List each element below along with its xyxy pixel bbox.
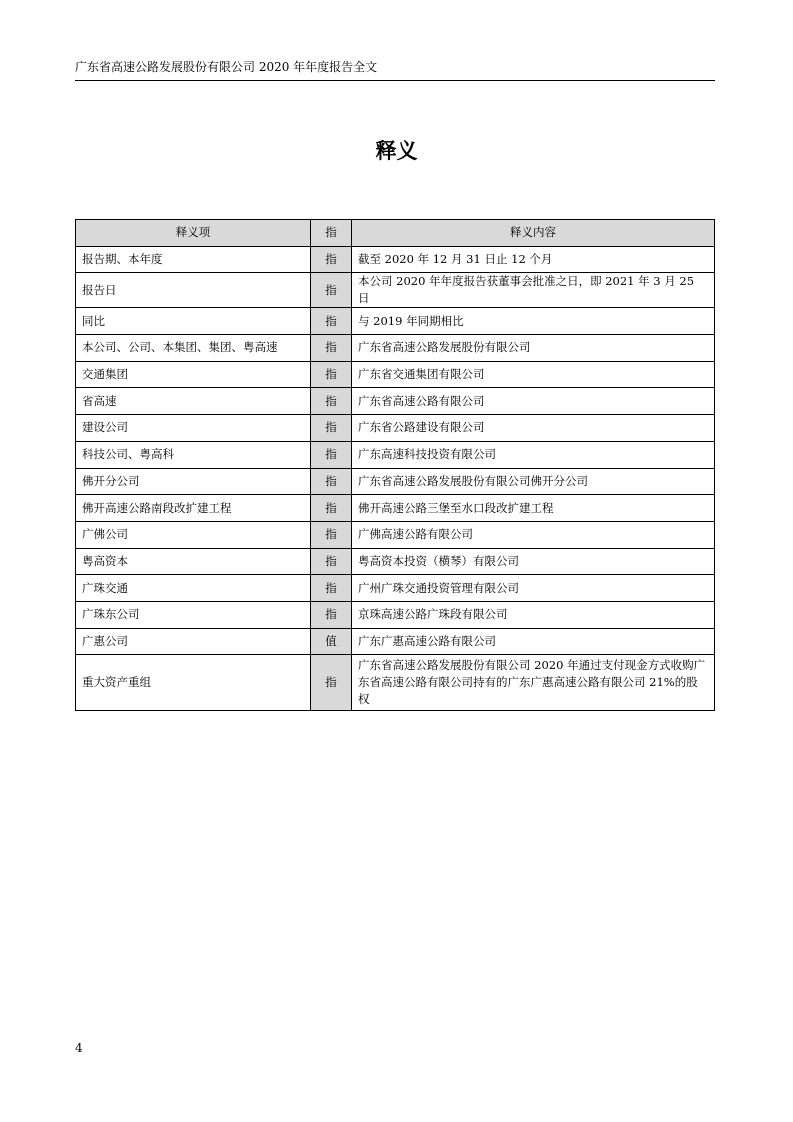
definition-cell: 与 2019 年同期相比 [352,308,715,335]
running-header: 广东省高速公路发展股份有限公司 2020 年年度报告全文 [75,60,378,74]
ref-cell: 指 [311,388,352,415]
table-body [76,246,715,711]
term-cell: 广珠东公司 [76,601,311,628]
table-row [76,655,715,711]
ref-cell: 指 [311,308,352,335]
header-term: 释义项 [76,220,311,247]
definition-cell: 广东省高速公路发展股份有限公司 2020 年通过支付现金方式收购广东省高速公路有限公司持有的广东广惠高速公路有限公司 21%的股权 [352,655,715,711]
table-row [76,308,715,335]
definition-cell: 广东高速科技投资有限公司 [352,441,715,468]
table-row [76,601,715,628]
table-header-row [76,220,715,247]
term-cell: 重大资产重组 [76,655,311,711]
ref-cell: 指 [311,273,352,308]
term-cell: 科技公司、粤高科 [76,441,311,468]
definition-cell: 广东广惠高速公路有限公司 [352,628,715,655]
table-row [76,495,715,522]
definition-cell: 本公司 2020 年年度报告获董事会批准之日，即 2021 年 3 月 25 日 [352,273,715,308]
definition-cell: 广东省公路建设有限公司 [352,415,715,442]
ref-cell: 指 [311,361,352,388]
table-row [76,441,715,468]
term-cell: 广珠交通 [76,575,311,602]
ref-cell: 指 [311,655,352,711]
term-cell: 广惠公司 [76,628,311,655]
ref-cell: 指 [311,335,352,362]
definition-cell: 广佛高速公路有限公司 [352,521,715,548]
definition-cell: 佛开高速公路三堡至水口段改扩建工程 [352,495,715,522]
header-ref: 指 [311,220,352,247]
ref-cell: 指 [311,246,352,273]
table-row [76,521,715,548]
term-cell: 报告日 [76,273,311,308]
ref-cell: 指 [311,548,352,575]
definition-cell: 截至 2020 年 12 月 31 日止 12 个月 [352,246,715,273]
definition-cell: 广东省交通集团有限公司 [352,361,715,388]
term-cell: 粤高资本 [76,548,311,575]
ref-cell: 指 [311,415,352,442]
definition-cell: 粤高资本投资（横琴）有限公司 [352,548,715,575]
table-row [76,273,715,308]
ref-cell: 指 [311,575,352,602]
table-row [76,388,715,415]
page-number: 4 [75,1041,83,1055]
definition-cell: 广东省高速公路发展股份有限公司佛开分公司 [352,468,715,495]
table-row [76,335,715,362]
table-row [76,628,715,655]
term-cell: 交通集团 [76,361,311,388]
definition-cell: 广州广珠交通投资管理有限公司 [352,575,715,602]
term-cell: 本公司、公司、本集团、集团、粤高速 [76,335,311,362]
table-row [76,361,715,388]
term-cell: 省高速 [76,388,311,415]
ref-cell: 指 [311,495,352,522]
term-cell: 同比 [76,308,311,335]
ref-cell: 指 [311,521,352,548]
definition-cell: 广东省高速公路有限公司 [352,388,715,415]
term-cell: 建设公司 [76,415,311,442]
definition-cell: 广东省高速公路发展股份有限公司 [352,335,715,362]
ref-cell: 指 [311,601,352,628]
header-definition: 释义内容 [352,220,715,247]
term-cell: 广佛公司 [76,521,311,548]
term-cell: 报告期、本年度 [76,246,311,273]
ref-cell: 指 [311,468,352,495]
table-row [76,246,715,273]
definition-cell: 京珠高速公路广珠段有限公司 [352,601,715,628]
table-row [76,575,715,602]
term-cell: 佛开高速公路南段改扩建工程 [76,495,311,522]
term-cell: 佛开分公司 [76,468,311,495]
table-row [76,548,715,575]
ref-cell: 值 [311,628,352,655]
definitions-table [75,219,715,711]
header-rule [75,80,715,81]
page-title: 释义 [375,138,418,163]
ref-cell: 指 [311,441,352,468]
table-row [76,468,715,495]
table-row [76,415,715,442]
